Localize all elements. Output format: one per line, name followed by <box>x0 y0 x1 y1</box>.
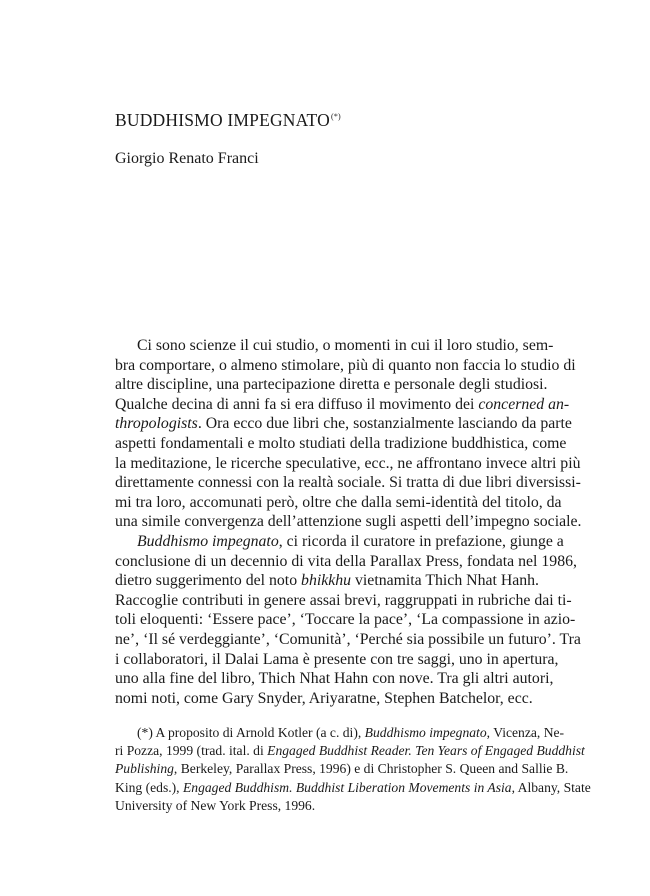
body-line: nomi noti, come Gary Snyder, Ariyaratne, Stephen Batchelor, ecc. <box>115 689 533 707</box>
emphasis: Engaged Buddhist Reader. Ten Years of Engaged Buddhist <box>267 743 585 759</box>
emphasis: Buddhismo impegnato <box>364 725 487 740</box>
body-line: bra comportare, o almeno stimolare, più di quanto non faccia lo studio di <box>115 356 576 374</box>
body-line: una simile convergenza dell’attenzione sugli aspetti dell’impegno sociale. <box>115 513 582 531</box>
emphasis: Engaged Buddhism. Buddhist Liberation Movements in Asia <box>182 779 512 795</box>
emphasis: concerned an- <box>478 395 570 413</box>
footnote-line: University of New York Press, 1996. <box>115 797 316 813</box>
body-line: thropologists. Ora ecco due libri che, sostanzialmente lasciando da parte <box>115 415 572 433</box>
body-line: la meditazione, le ricerche speculative, ecc., ne affrontano invece altri più <box>115 454 581 472</box>
body-line: direttamente connessi con la realtà sociale. Si tratta di due libri diversissi- <box>115 474 581 492</box>
footnote <box>115 724 591 815</box>
footnote-line: King (eds.), Engaged Buddhism. Buddhist Liberation Movements in Asia, Albany, State <box>115 779 591 795</box>
body-line: Buddhismo impegnato, ci ricorda il curatore in prefazione, giunge a <box>137 532 564 550</box>
article-author: Giorgio Renato Franci <box>115 150 259 167</box>
body-line: Ci sono scienze il cui studio, o momenti in cui il loro studio, sem- <box>137 337 554 354</box>
body-line: aspetti fondamentali e molto studiati della tradizione buddhistica, come <box>115 434 567 452</box>
body-line: conclusione di un decennio di vita della Parallax Press, fondata nel 1986, <box>115 552 577 570</box>
footnote-marker: (*) <box>330 112 341 121</box>
emphasis: bhikkhu <box>301 572 352 590</box>
body-line: uno alla fine del libro, Thich Nhat Hahn con nove. Tra gli altri autori, <box>115 670 554 688</box>
footnote-line: ri Pozza, 1999 (trad. ital. di Engaged Buddhist Reader. Ten Years of Engaged Buddhist <box>115 743 585 759</box>
body-line: dietro suggerimento del noto bhikkhu vietnamita Thich Nhat Hanh. <box>115 572 539 590</box>
article-title <box>115 110 341 131</box>
body-line: Raccoglie contributi in genere assai brevi, raggruppati in rubriche dai ti- <box>115 591 572 609</box>
body-line: altre discipline, una partecipazione diretta e personale degli studiosi. <box>115 376 548 394</box>
body-line: ne’, ‘Il sé verdeggiante’, ‘Comunità’, ‘Perché sia possibile un futuro’. Tra <box>115 630 581 648</box>
body-text <box>115 336 582 708</box>
emphasis: Buddhismo impegnato <box>137 532 279 550</box>
title-text: BUDDHISMO IMPEGNATO <box>115 110 330 130</box>
emphasis: Publishing <box>115 761 174 777</box>
body-line: toli eloquenti: ‘Essere pace’, ‘Toccare la pace’, ‘La compassione in azio- <box>115 611 576 629</box>
footnote-line: (*) A proposito di Arnold Kotler (a c. di), Buddhismo impegnato, Vicenza, Ne- <box>137 725 565 740</box>
body-line: mi tra loro, accomunati però, oltre che dalla semi-identità del titolo, da <box>115 493 562 511</box>
emphasis: thropologists <box>115 415 198 433</box>
body-line: i collaboratori, il Dalai Lama è presente con tre saggi, uno in apertura, <box>115 650 559 668</box>
footnote-line: Publishing, Berkeley, Parallax Press, 1996) e di Christopher S. Queen and Sallie B. <box>115 761 569 777</box>
body-line: Qualche decina di anni fa si era diffuso il movimento dei concerned an- <box>115 395 570 413</box>
